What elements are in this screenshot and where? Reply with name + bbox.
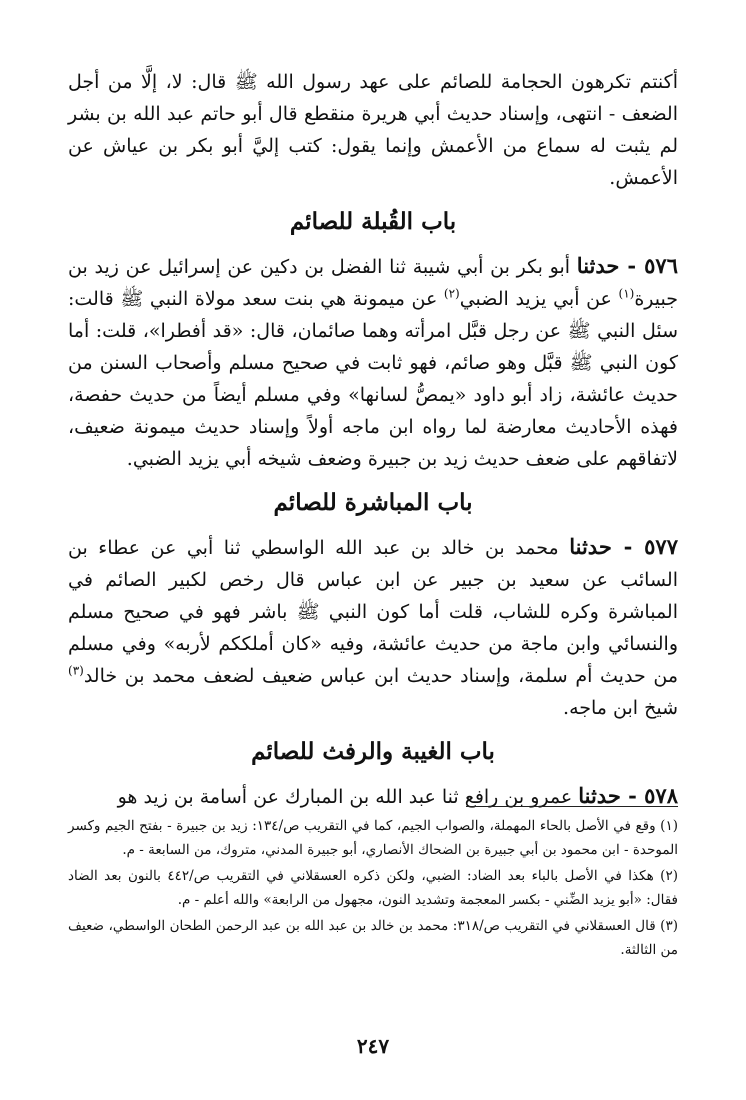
hadith-text: شيخ ابن ماجه. [563,697,678,719]
footnote-marker: (١) [660,818,678,834]
footnote-ref-1: (١) [618,286,635,301]
footnote-text: هكذا في الأصل بالباء بعد الضاد: الضبي، ولكن ذكره العسقلاني في التقريب ص/٤٤٢ بالنون بعد الضاد فقال: «أبو يزيد الضِّني - بكسر المعجمة وتشديد النون، مجهول من الرابعة» والله أعلم - م. [68,868,678,908]
haddathana-word: حدثنا [569,534,612,559]
hadith-dash: - [619,253,645,278]
footnotes [68,814,678,964]
section-heading-mubashara: باب المباشرة للصائم [273,489,473,516]
page-number: ٢٤٧ [356,1034,390,1058]
section-heading-kiss: باب القُبلة للصائم [289,208,457,235]
hadith-number: ٥٧٧ [644,534,678,559]
footnote-2 [68,864,678,912]
hadith-number: ٥٧٨ [644,783,678,808]
hadith-dash: - [611,534,645,559]
footnote-divider [466,806,678,807]
hadith-text: عن ميمونة هي بنت سعد مولاة النبي ﷺ قالت: سئل النبي ﷺ عن رجل قبَّل امرأته وهما صائمان، قال: «قد أفطرا»، قلت: أما كون النبي ﷺ قبَّل وهو صائم، فهو ثابت في صحيح مسلم وأصحاب السنن من حديث عائشة، زاد أبو داود «يمصُّ لسانها» وفي مسلم أيضاً من حديث حفصة، فهذه الأحاديث معارضة لما رواه ابن ماجه أولاً وإسناد حديث ميمونة ضعيف، لاتفاقهم على ضعف حديث زيد بن جبيرة وضعف شيخه أبي يزيد الضبي. [68,288,678,470]
hadith-text: عمرو بن رافع ثنا عبد الله بن المبارك عن أسامة بن زيد هو [117,786,579,808]
hadith-578 [68,780,678,813]
footnote-marker: (٢) [660,868,678,884]
footnote-ref-3: (٣) [68,663,84,678]
footnote-1 [68,814,678,862]
footnote-text: قال العسقلاني في التقريب ص/٣١٨: محمد بن خالد بن عبد الله بن عبد الرحمن الطحان الواسطي، ضعيف من الثالثة. [68,918,678,958]
page-body [68,66,678,813]
hadith-576 [68,250,678,475]
footnote-3 [68,914,678,962]
hadith-text: محمد بن خالد بن عبد الله الواسطي ثنا أبي عن عطاء بن السائب عن سعيد بن جبير عن ابن عباس قال رخص لكبير الصائم في المباشرة وكره للشاب، قلت أما كون النبي ﷺ باشر فهو في صحيح مسلم والنسائي وابن ماجة من حديث عائشة، وفيه «كان أملككم لأربه» وفي مسلم من حديث أم سلمة، وإسناد حديث ابن عباس ضعيف لضعف محمد بن خالد [68,537,678,687]
intro-paragraph: أكنتم تكرهون الحجامة للصائم على عهد رسول الله ﷺ قال: لا، إلَّا من أجل الضعف - انتهى، وإسناد حديث أبي هريرة منقطع قال أبو حاتم عبد الله بن بشر لم يثبت له سماع من الأعمش وإنما يقول: كتب إليَّ أبو بكر بن عياش عن الأعمش. [68,71,678,189]
hadith-577 [68,531,678,724]
footnote-text: وقع في الأصل بالحاء المهملة، والصواب الجيم، كما في التقريب ص/١٣٤: زيد بن جبيرة - بفتح الجيم وكسر الموحدة - ابن محمود بن أبي جبيرة بن الضحاك الأنصاري، أبو جبيرة المدني، متروك، من السابعة - م. [68,818,678,858]
hadith-dash: - [620,783,645,808]
footnote-ref-2: (٢) [443,286,460,301]
haddathana-word: حدثنا [576,253,620,278]
hadith-number: ٥٧٦ [644,253,678,278]
section-heading-ghiba: باب الغيبة والرفث للصائم [251,738,495,765]
footnote-marker: (٣) [660,918,678,934]
hadith-text: أبو بكر بن أبي شيبة ثنا الفضل بن دكين عن إسرائيل عن زيد بن جبيرة [68,256,678,310]
haddathana-word: حدثنا [578,783,621,808]
hadith-text: عن أبي يزيد الضبي [459,288,619,310]
